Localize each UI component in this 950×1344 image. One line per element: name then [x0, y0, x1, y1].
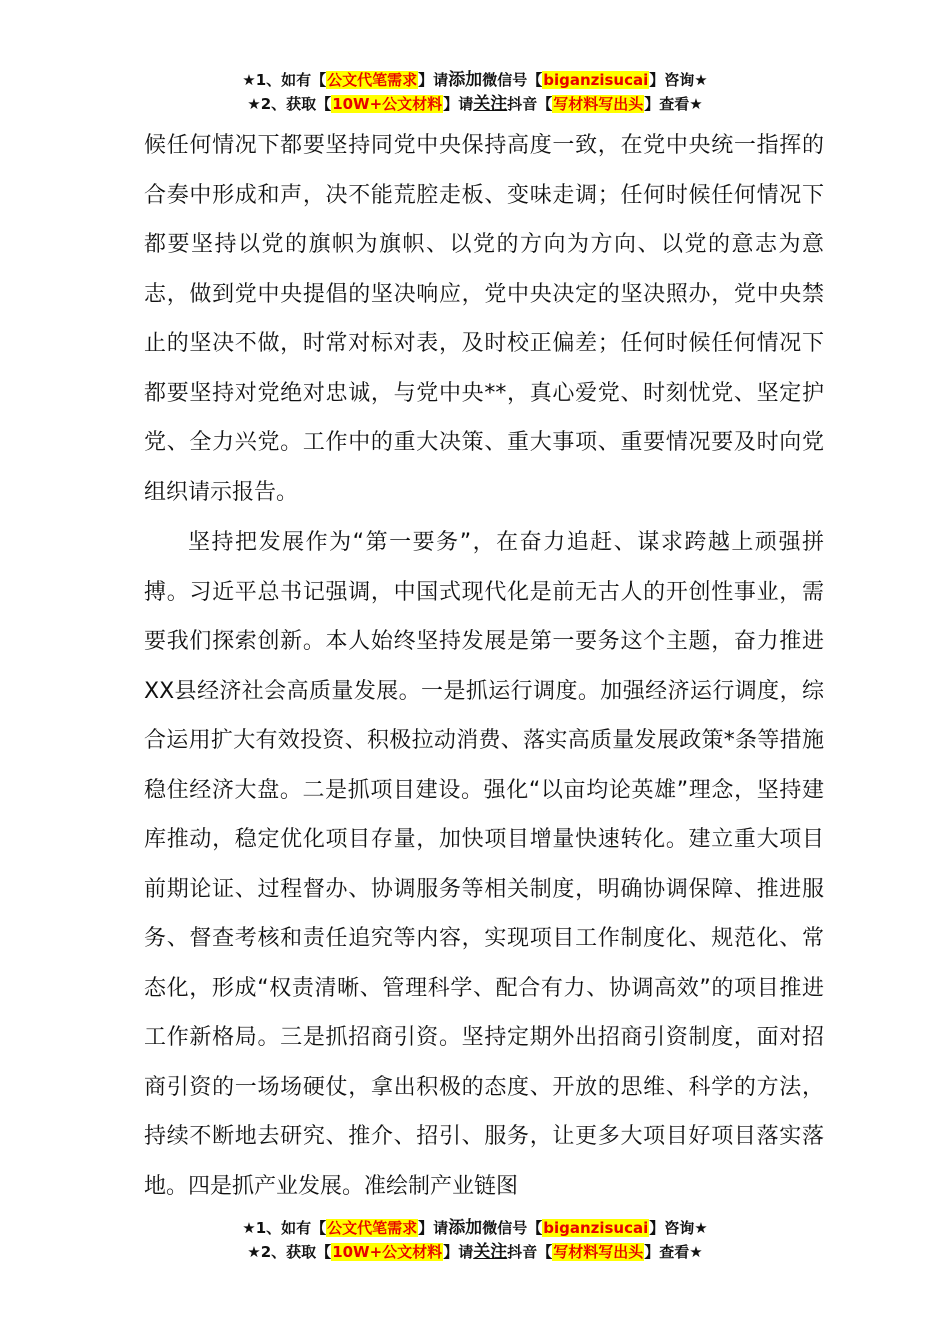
banner-emphasis: 添加: [448, 70, 483, 90]
banner-line-1: [0, 1216, 950, 1240]
banner-text: ★1、如有【: [242, 71, 327, 89]
banner-text: 】咨询★: [649, 71, 708, 89]
banner-text: 抖音【: [507, 1243, 553, 1261]
banner-highlight-wechat-id: biganzisucai: [543, 1219, 649, 1237]
header-banner: [0, 68, 950, 116]
banner-text: 抖音【: [507, 95, 553, 113]
banner-line-1: [0, 68, 950, 92]
banner-emphasis: 关注: [473, 94, 508, 114]
banner-text: 】咨询★: [649, 1219, 708, 1237]
banner-highlight-douyin: 写材料写出头: [553, 95, 644, 113]
banner-highlight-service: 公文代笔需求: [327, 1219, 418, 1237]
document-body-section-2: [144, 518, 824, 1211]
banner-text: 微信号【: [482, 1219, 543, 1237]
banner-text: ★2、获取【: [247, 95, 332, 113]
banner-highlight-materials: 10W+公文材料: [332, 95, 443, 113]
banner-text: 】请: [443, 1243, 474, 1261]
banner-highlight-douyin: 写材料写出头: [553, 1243, 644, 1261]
paragraph-2: 坚持把发展作为“第一要务”，在奋力追赶、谋求跨越上顽强拼搏。习近平总书记强调，中国式现代化是前无古人的开创性事业，需要我们探索创新。本人始终坚持发展是第一要务这个主题，奋力推进XX县经济社会高质量发展。一是抓运行调度。加强经济运行调度，综合运用扩大有效投资、积极拉动消费、落实高质量发展政策*条等措施稳住经济大盘。二是抓项目建设。强化“以亩均论英雄”理念，坚持建库推动，稳定优化项目存量，加快项目增量快速转化。建立重大项目前期论证、过程督办、协调服务等相关制度，明确协调保障、推进服务、督查考核和责任追究等内容，实现项目工作制度化、规范化、常态化，形成“权责清晰、管理科学、配合有力、协调高效”的项目推进工作新格局。三是抓招商引资。坚持定期外出招商引资制度，面对招商引资的一场场硬仗，拿出积极的态度、开放的思维、科学的方法，持续不断地去研究、推介、招引、服务，让更多大项目好项目落实落地。四是抓产业发展。准绘制产业链图: [144, 530, 824, 1199]
banner-text: 】查看★: [644, 95, 703, 113]
banner-highlight-wechat-id: biganzisucai: [543, 71, 649, 89]
banner-text: 】请: [418, 1219, 449, 1237]
banner-text: 微信号【: [482, 71, 543, 89]
footer-banner: [0, 1216, 950, 1264]
document-body-section-1: [144, 121, 824, 517]
banner-text: 】查看★: [644, 1243, 703, 1261]
banner-line-2: [0, 92, 950, 116]
banner-text: 】请: [443, 95, 474, 113]
banner-emphasis: 添加: [448, 1218, 483, 1238]
banner-text: ★2、获取【: [247, 1243, 332, 1261]
banner-highlight-service: 公文代笔需求: [327, 71, 418, 89]
banner-text: ★1、如有【: [242, 1219, 327, 1237]
banner-emphasis: 关注: [473, 1242, 508, 1262]
paragraph-1: 候任何情况下都要坚持同党中央保持高度一致，在党中央统一指挥的合奏中形成和声，决不能荒腔走板、变味走调；任何时候任何情况下都要坚持以党的旗帜为旗帜、以党的方向为方向、以党的意志为意志，做到党中央提倡的坚决响应，党中央决定的坚决照办，党中央禁止的坚决不做，时常对标对表，及时校正偏差；任何时候任何情况下都要坚持对党绝对忠诚，与党中央**，真心爱党、时刻忧党、坚定护党、全力兴党。工作中的重大决策、重大事项、重要情况要及时向党组织请示报告。: [144, 133, 824, 505]
banner-highlight-materials: 10W+公文材料: [332, 1243, 443, 1261]
banner-text: 】请: [418, 71, 449, 89]
banner-line-2: [0, 1240, 950, 1264]
